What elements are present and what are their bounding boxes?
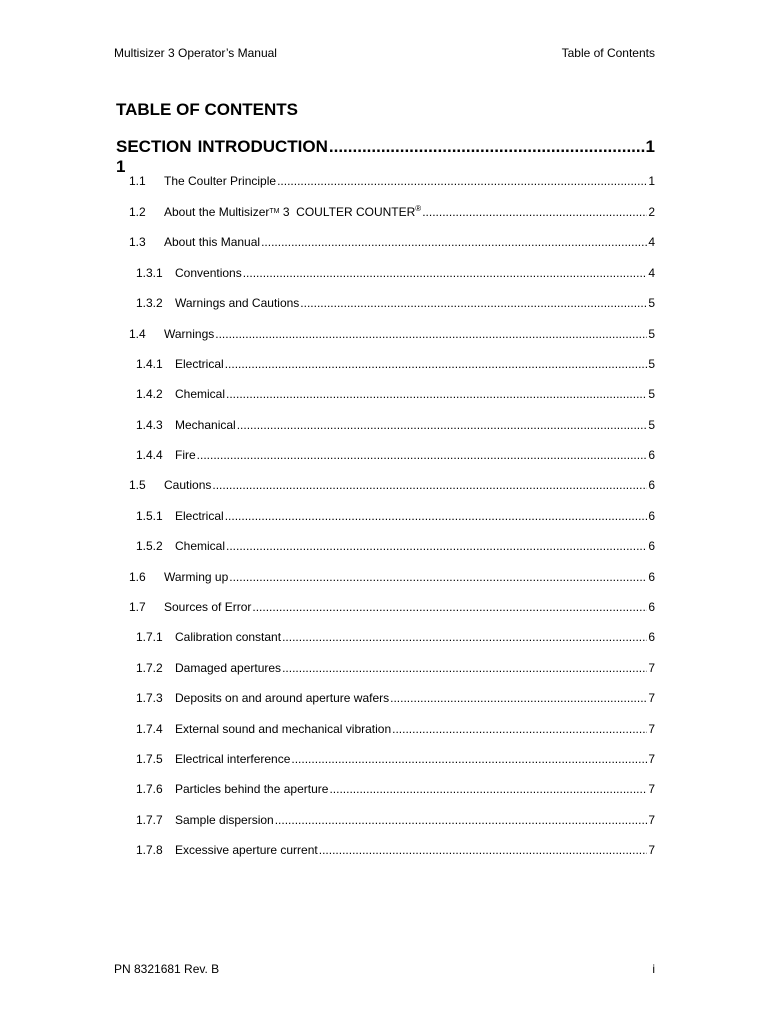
page-title: TABLE OF CONTENTS <box>116 100 298 119</box>
entry-number: 1.2 <box>129 205 146 219</box>
entry-page-number: 7 <box>648 843 655 857</box>
entry-page-number: 7 <box>648 813 655 827</box>
entry-label: Cautions <box>164 478 212 492</box>
dot-leader <box>226 539 647 553</box>
dot-leader <box>392 722 647 736</box>
entry-label: Conventions <box>175 266 242 280</box>
entry-label: About this Manual <box>164 235 261 249</box>
entry-label <box>164 204 421 219</box>
entry-page-number: 7 <box>648 661 655 675</box>
dot-leader <box>291 752 647 766</box>
entry-label-text: About the Multisizer <box>164 205 270 219</box>
entry-label: Chemical <box>175 539 226 553</box>
dot-leader <box>243 266 648 280</box>
dot-leader <box>226 387 647 401</box>
dot-leader <box>225 357 648 371</box>
entry-label: The Coulter Principle <box>164 174 277 188</box>
entry-number: 1.4.1 <box>136 357 163 371</box>
entry-page-number: 5 <box>648 327 655 341</box>
section-page-number: 1 <box>645 137 655 156</box>
toc-entry[interactable] <box>136 661 655 677</box>
dot-leader <box>300 296 647 310</box>
dot-leader <box>237 418 648 432</box>
toc-entry[interactable] <box>129 478 655 494</box>
entry-label: Mechanical <box>175 418 236 432</box>
entry-page-number: 6 <box>648 448 655 462</box>
entry-number: 1.6 <box>129 570 146 584</box>
entry-label: Fire <box>175 448 196 462</box>
entry-label: Particles behind the aperture <box>175 782 329 796</box>
entry-page-number: 7 <box>648 722 655 736</box>
entry-page-number: 6 <box>648 478 655 492</box>
toc-entry[interactable] <box>136 418 655 434</box>
entry-label: Electrical interference <box>175 752 291 766</box>
footer-page-number: i <box>652 962 655 976</box>
dot-leader <box>319 843 648 857</box>
entry-number: 1.7.1 <box>136 630 163 644</box>
entry-label: Warnings <box>164 327 215 341</box>
toc-entry[interactable] <box>129 174 655 190</box>
toc-entry[interactable] <box>136 722 655 738</box>
header-manual-title: Multisizer 3 Operator’s Manual <box>114 46 277 60</box>
entry-label: Warnings and Cautions <box>175 296 300 310</box>
dot-leader <box>275 813 648 827</box>
entry-number: 1.5.2 <box>136 539 163 553</box>
entry-number: 1.5.1 <box>136 509 163 523</box>
entry-number: 1.7.7 <box>136 813 163 827</box>
toc-entry[interactable] <box>136 266 655 282</box>
entry-number: 1.7.2 <box>136 661 163 675</box>
entry-page-number: 5 <box>648 418 655 432</box>
dot-leader <box>225 509 648 523</box>
entry-page-number: 5 <box>648 296 655 310</box>
entry-page-number: 4 <box>648 266 655 280</box>
dot-leader <box>282 661 647 675</box>
entry-page-number: 5 <box>648 387 655 401</box>
entry-label: Excessive aperture current <box>175 843 318 857</box>
dot-leader <box>229 570 647 584</box>
entry-page-number: 7 <box>648 752 655 766</box>
entry-label: Sources of Error <box>164 600 252 614</box>
dot-leader <box>282 630 647 644</box>
entry-page-number: 6 <box>648 570 655 584</box>
section-number: SECTION 1 <box>116 137 192 176</box>
entry-number: 1.3.1 <box>136 266 163 280</box>
dot-leader <box>261 235 647 249</box>
section-title: INTRODUCTION <box>197 137 328 156</box>
toc-entry[interactable] <box>136 296 655 312</box>
dot-leader <box>197 448 648 462</box>
entry-page-number: 6 <box>648 630 655 644</box>
entry-label: Warming up <box>164 570 229 584</box>
toc-entry[interactable] <box>136 843 655 859</box>
toc-entry[interactable] <box>129 600 655 616</box>
entry-page-number: 7 <box>648 782 655 796</box>
entry-number: 1.1 <box>129 174 146 188</box>
toc-entry[interactable] <box>129 235 655 251</box>
registered-symbol: ® <box>415 204 422 213</box>
entry-number: 1.3.2 <box>136 296 163 310</box>
dot-leader <box>390 691 647 705</box>
dot-leader <box>329 137 645 157</box>
dot-leader <box>212 478 647 492</box>
toc-section-row[interactable] <box>116 137 655 176</box>
entry-number: 1.3 <box>129 235 146 249</box>
entry-page-number: 7 <box>648 691 655 705</box>
toc-entry[interactable] <box>136 509 655 525</box>
entry-number: 1.7.6 <box>136 782 163 796</box>
entry-label: Sample dispersion <box>175 813 274 827</box>
dot-leader <box>215 327 647 341</box>
dot-leader <box>277 174 647 188</box>
entry-number: 1.7.5 <box>136 752 163 766</box>
toc-entry[interactable] <box>136 782 655 798</box>
trademark-symbol: TM <box>269 208 280 215</box>
entry-page-number: 1 <box>648 174 655 188</box>
toc-entry[interactable] <box>136 357 655 373</box>
entry-label: Chemical <box>175 387 226 401</box>
dot-leader <box>422 205 647 219</box>
toc-entry[interactable] <box>136 387 655 403</box>
entry-number: 1.7.8 <box>136 843 163 857</box>
dot-leader <box>329 782 647 796</box>
toc-entry[interactable] <box>129 204 655 220</box>
toc-entry[interactable] <box>136 630 655 646</box>
entry-label: Deposits on and around aperture wafers <box>175 691 390 705</box>
entry-label: Damaged apertures <box>175 661 282 675</box>
entry-page-number: 6 <box>648 509 655 523</box>
entry-number: 1.7.4 <box>136 722 163 736</box>
entry-label: Electrical <box>175 509 224 523</box>
entry-label: External sound and mechanical vibration <box>175 722 392 736</box>
entry-page-number: 5 <box>648 357 655 371</box>
entry-label-text: 3 COULTER COUNTER <box>279 205 416 219</box>
toc-entry[interactable] <box>136 691 655 707</box>
entry-page-number: 6 <box>648 539 655 553</box>
entry-number: 1.4.2 <box>136 387 163 401</box>
entry-number: 1.7.3 <box>136 691 163 705</box>
entry-label: Calibration constant <box>175 630 282 644</box>
entry-number: 1.4.4 <box>136 448 163 462</box>
toc-entry[interactable] <box>136 813 655 829</box>
entry-number: 1.4 <box>129 327 146 341</box>
footer-part-number: PN 8321681 Rev. B <box>114 962 220 976</box>
entry-label: Electrical <box>175 357 224 371</box>
entry-number: 1.4.3 <box>136 418 163 432</box>
toc-entry[interactable] <box>136 752 655 768</box>
entry-page-number: 4 <box>648 235 655 249</box>
entry-number: 1.5 <box>129 478 146 492</box>
toc-entry[interactable] <box>136 539 655 555</box>
dot-leader <box>252 600 647 614</box>
header-section-title: Table of Contents <box>561 46 655 60</box>
entry-page-number: 2 <box>648 205 655 219</box>
toc-entry[interactable] <box>129 570 655 586</box>
entry-number: 1.7 <box>129 600 146 614</box>
toc-entry[interactable] <box>129 327 655 343</box>
toc-entry[interactable] <box>136 448 655 464</box>
entry-page-number: 6 <box>648 600 655 614</box>
